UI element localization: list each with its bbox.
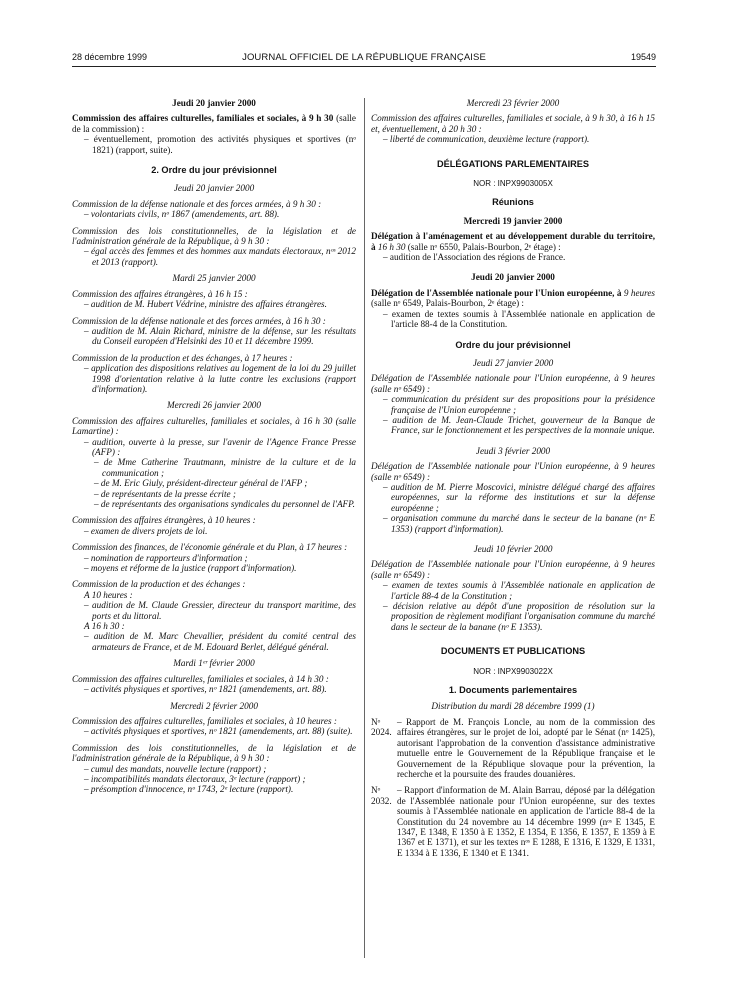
date-heading: Mercredi 2 février 2000 (170, 700, 258, 711)
agenda-block (371, 559, 655, 632)
agenda-block (72, 289, 356, 310)
agenda-block (371, 373, 655, 435)
document-number: Nᵒ 2024. (371, 716, 392, 738)
agenda-block (72, 579, 356, 652)
header-date: 28 décembre 1999 (72, 52, 148, 62)
header-rule (72, 66, 656, 67)
committee-line: Commission des affaires étrangères, à 16 h 15 : (72, 288, 248, 299)
page-header (72, 52, 656, 66)
document-entry (371, 717, 655, 779)
agenda-item: – nomination de rapporteurs d'information ; (84, 552, 248, 563)
date-heading: Jeudi 10 février 2000 (473, 544, 553, 554)
section-title: DÉLÉGATIONS PARLEMENTAIRES (436, 158, 590, 169)
committee-line: Commission de la production et des échanges : (72, 579, 246, 590)
committee-line: Commission de la défense nationale et des forces armées, à 16 h 30 : (72, 315, 326, 326)
committee-line (371, 231, 655, 252)
agenda-item: – audition de M. Alain Richard, ministre de la défense, sur les résultats du Conseil européen d'Helsinki des 10 et 11 décembre 1999. (84, 325, 356, 347)
date-heading: Mardi 25 janvier 2000 (172, 273, 256, 284)
nor-reference: NOR : INPX9903022X (473, 666, 553, 676)
agenda-block (371, 461, 655, 534)
committee-line: Délégation de l'Assemblée nationale pour l'Union européenne, à 9 heures (salle nᵒ 6549) : (371, 373, 655, 394)
agenda-block (72, 416, 356, 510)
agenda-block (72, 542, 356, 573)
time-label: A 10 heures : (84, 589, 133, 600)
committee-line (371, 288, 655, 309)
committee-line: Commission des lois constitutionnelles, de la législation et de l'administration générale de la République, à 9 h 30 : (72, 225, 356, 247)
document-text: – Rapport de M. François Loncle, au nom de la commission des affaires étrangères, sur le projet de loi, adopté par le Sénat (nᵒ 1425), autorisant l'approbation de la convention d'assistance administrative mutuelle entre le Gouvernement de la République française et le Gouvernement de la République slovaque pour la prévention, la recherche et la poursuite des fraudes douanières. (397, 716, 655, 779)
agenda-item: – audition de M. Hubert Védrine, ministre des affaires étrangères. (84, 299, 327, 310)
committee-line: Commission des affaires culturelles, familiales et sociales, à 10 heures : (72, 715, 337, 726)
agenda-item: – éventuellement, promotion des activités physiques et sportives (nᵒ 1821) (rapport, suite). (84, 134, 356, 155)
agenda-block (72, 515, 356, 536)
committee-line: Commission des affaires culturelles, familiales et sociale, à 9 h 30, à 16 h 15 et, éventuellement, à 20 h 30 : (371, 113, 655, 134)
agenda-block (371, 231, 655, 262)
document-number: Nᵒ 2032. (371, 785, 392, 806)
right-column (371, 98, 655, 864)
page-number: 19549 (630, 52, 656, 62)
nor-reference: NOR : INPX9903005X (473, 179, 553, 189)
agenda-block (72, 113, 356, 155)
agenda-item: – audition de M. Pierre Moscovici, ministre délégué chargé des affaires européennes, sur la réforme des institutions et sur la défense européenne ; (383, 481, 655, 513)
agenda-item: – liberté de communication, deuxième lecture (rapport). (383, 134, 590, 145)
agenda-block (72, 226, 356, 268)
agenda-subitem: – de représentants de la presse écrite ; (94, 488, 236, 499)
agenda-block (371, 113, 655, 144)
meeting-time: 16 h 30 (377, 241, 406, 252)
document-entry (371, 785, 655, 858)
committee-line: Commission de la production et des échanges, à 17 heures : (72, 352, 293, 363)
agenda-block (72, 199, 356, 220)
date-heading: Jeudi 20 janvier 2000 (471, 272, 555, 283)
delegation-name: Délégation à l'aménagement et au développement durable du territoire, à (371, 231, 655, 252)
agenda-block (72, 316, 356, 347)
distribution-heading: Distribution du mardi 28 décembre 1999 (1) (431, 701, 595, 712)
agenda-item: – moyens et réforme de la justice (rapport d'information). (84, 563, 297, 574)
committee-line: Délégation de l'Assemblée nationale pour l'Union européenne, à 9 heures (salle nᵒ 6549) : (371, 559, 655, 580)
committee-line: Commission des affaires culturelles, familiales et sociales, à 16 h 30 (salle Lamartine) : (72, 415, 356, 437)
committee-line: Délégation de l'Assemblée nationale pour l'Union européenne, à 9 heures (salle nᵒ 6549) : (371, 461, 655, 482)
committee-line (72, 113, 356, 134)
agenda-item: – organisation commune du marché dans le secteur de la banane (nᵒ E 1353) (rapport d'information). (383, 513, 655, 534)
subsection-title: Réunions (492, 197, 534, 208)
agenda-item: – activités physiques et sportives, nᵒ 1821 (amendements, art. 88) (suite). (84, 726, 353, 737)
meeting-time: 9 heures (623, 287, 655, 298)
date-heading: Jeudi 3 février 2000 (475, 445, 551, 456)
committee-room: (salle de la commission) : (72, 113, 357, 134)
agenda-item: – examen de textes soumis à l'Assemblée nationale en application de l'article 88-4 de la Constitution. (383, 308, 655, 330)
agenda-item: – audition de l'Association des régions de France. (383, 252, 566, 263)
agenda-item: – audition de M. Marc Chevallier, président du comité central des armateurs de France, et de M. Edouard Berlet, délégué général. (84, 631, 356, 652)
time-label: A 16 h 30 : (84, 621, 125, 632)
column-divider (364, 98, 365, 958)
agenda-item: – application des dispositions relatives au logement de la loi du 29 juillet 1998 d'orientation relative à la lutte contre les exclusions (rapport d'information). (84, 363, 356, 394)
document-text: – Rapport d'information de M. Alain Barrau, déposé par la délégation de l'Assemblée nationale pour l'Union européenne, sur des textes soumis à l'Assemblée nationale en application de l'article 88-4 de la Constitution du 24 novembre au 14 décembre 1999 (nᵒˢ E 1345, E 1347, E 1348, E 1350 à E 1352, E 1354, E 1356, E 1357, E 1359 à E 1367 et E 1371), et sur les textes nᵒˢ E 1288, E 1316, E 1329, E 1331, E 1334 à E 1336, E 1340 et E 1341. (397, 785, 655, 858)
meeting-room: (salle nᵒ 6550, Palais-Bourbon, 2ᵉ étage) : (407, 241, 561, 252)
agenda-item: – examen de divers projets de loi. (84, 525, 208, 536)
agenda-item: – décision relative au dépôt d'une proposition de résolution sur la proposition de règlement modifiant l'organisation commune du marché dans le secteur de la banane (nᵒ E 1353). (383, 601, 655, 632)
agenda-item: – volontariats civils, nᵒ 1867 (amendements, art. 88). (84, 209, 280, 220)
agenda-block (72, 674, 356, 695)
agenda-item: – cumul des mandats, nouvelle lecture (rapport) ; (84, 763, 267, 774)
agenda-item: – audition de M. Claude Gressier, directeur du transport maritime, des ports et du littoral. (84, 600, 356, 621)
agenda-item: – examen de textes soumis à l'Assemblée nationale en application de l'article 88-4 de la Constitution ; (383, 580, 655, 601)
committee-line: Commission de la défense nationale et des forces armées, à 9 h 30 : (72, 198, 322, 209)
agenda-subitem: – de M. Eric Giuly, président-directeur général de l'AFP ; (94, 478, 308, 489)
date-heading: Jeudi 27 janvier 2000 (472, 357, 554, 368)
subsection-title: 1. Documents parlementaires (448, 685, 578, 696)
date-heading: Jeudi 20 janvier 2000 (172, 98, 256, 108)
section-title: 2. Ordre du jour prévisionnel (151, 165, 277, 176)
agenda-subitem: – de représentants des organisations syndicales du personnel de l'AFP. (94, 499, 355, 509)
agenda-item: – activités physiques et sportives, nᵒ 1821 (amendements, art. 88). (84, 684, 327, 695)
date-heading: Mardi 1ᵉʳ février 2000 (173, 658, 255, 669)
agenda-item: – égal accès des femmes et des hommes aux mandats électoraux, nᵒˢ 2012 et 2013 (rapport). (84, 246, 356, 267)
agenda-item: – audition de M. Jean-Claude Trichet, gouverneur de la Banque de France, sur le fonctionnement et les perspectives de la monnaie unique. (383, 414, 655, 436)
section-title: DOCUMENTS ET PUBLICATIONS (440, 646, 586, 657)
subsection-title: Ordre du jour prévisionnel (455, 339, 571, 350)
agenda-block (72, 743, 356, 795)
agenda-block (371, 288, 655, 330)
date-heading: Mercredi 26 janvier 2000 (167, 400, 261, 411)
date-heading: Jeudi 20 janvier 2000 (173, 183, 255, 194)
journal-title: JOURNAL OFFICIEL DE LA RÉPUBLIQUE FRANÇAISE (242, 52, 486, 63)
meeting-room: (salle nᵒ 6549, Palais-Bourbon, 2ᵉ étage) : (371, 298, 524, 309)
agenda-block (72, 353, 356, 395)
committee-line: Commission des finances, de l'économie générale et du Plan, à 17 heures : (72, 542, 348, 553)
agenda-item: – audition, ouverte à la presse, sur l'avenir de l'Agence France Presse (AFP) : (84, 436, 356, 457)
left-column (72, 98, 356, 801)
delegation-name: Délégation de l'Assemblée nationale pour l'Union européenne, à (371, 287, 622, 298)
agenda-item: – incompatibilités mandats électoraux, 3ᵉ lecture (rapport) ; (84, 773, 306, 784)
committee-line: Commission des affaires culturelles, familiales et sociales, à 14 h 30 : (72, 673, 329, 684)
date-heading: Mercredi 23 février 2000 (466, 98, 560, 108)
agenda-block (72, 716, 356, 737)
committee-line: Commission des affaires étrangères, à 10 heures : (72, 515, 256, 526)
agenda-item: – communication du président sur des propositions pour la présidence française de l'Union européenne ; (383, 394, 655, 415)
date-heading: Mercredi 19 janvier 2000 (463, 215, 563, 226)
committee-line: Commission des lois constitutionnelles, de la législation et de l'administration générale de la République, à 9 h 30 : (72, 742, 356, 764)
committee-name: Commission des affaires culturelles, familiales et sociales, à 9 h 30 (72, 113, 334, 124)
agenda-subitem: – de Mme Catherine Trautmann, ministre de la culture et de la communication ; (94, 457, 356, 478)
agenda-item: – présomption d'innocence, nᵒ 1743, 2ᵉ lecture (rapport). (84, 784, 294, 795)
